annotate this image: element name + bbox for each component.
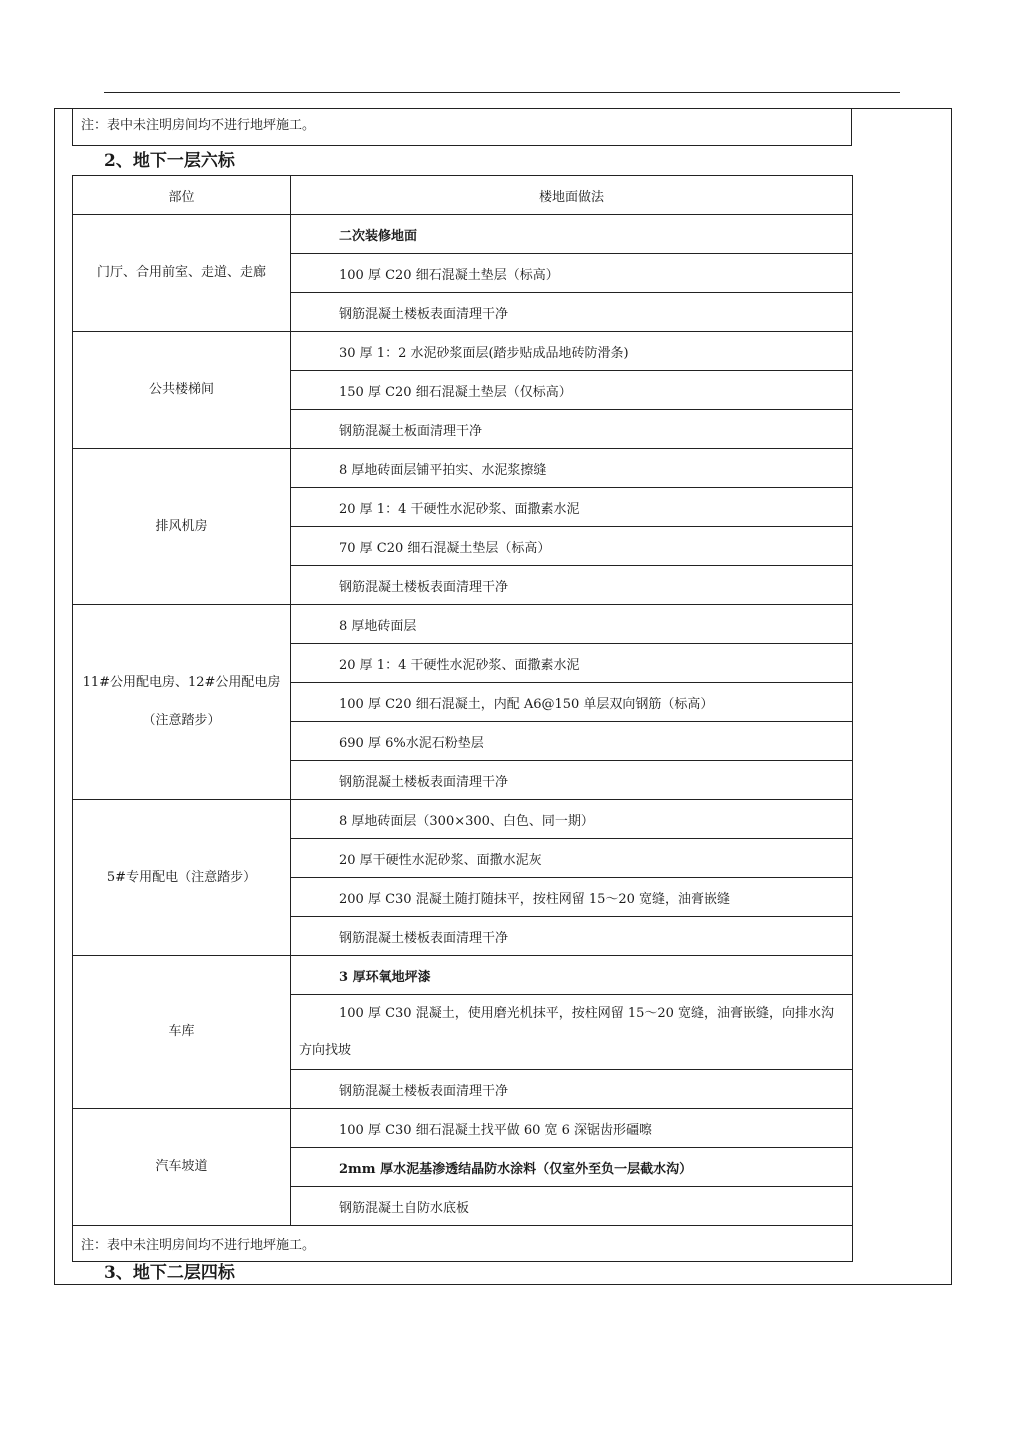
location-cell: 11#公用配电房、12#公用配电房（注意踏步） xyxy=(73,605,291,800)
table-row xyxy=(73,332,853,371)
method-cell: 8 厚地砖面层 xyxy=(291,605,853,644)
method-cell: 8 厚地砖面层（300×300、白色、同一期） xyxy=(291,800,853,839)
method-cell: 钢筋混凝土楼板表面清理干净 xyxy=(291,761,853,800)
method-cell: 20 厚干硬性水泥砂浆、面撒水泥灰 xyxy=(291,839,853,878)
floor-spec-table xyxy=(72,175,853,1262)
location-cell: 5#专用配电（注意踏步） xyxy=(73,800,291,956)
header-rule xyxy=(104,92,900,93)
bottom-note: 注：表中未注明房间均不进行地坪施工。 xyxy=(73,1226,853,1262)
table-row xyxy=(73,956,853,995)
method-cell: 200 厚 C30 混凝土随打随抹平，按柱网留 15～20 宽缝，油膏嵌缝 xyxy=(291,878,853,917)
table-header-row xyxy=(73,176,853,215)
table-row xyxy=(73,215,853,254)
method-cell: 二次装修地面 xyxy=(291,215,853,254)
table-row xyxy=(73,1109,853,1148)
table-note-row xyxy=(73,1226,853,1262)
location-cell: 车库 xyxy=(73,956,291,1109)
top-note: 注：表中未注明房间均不进行地坪施工。 xyxy=(72,108,852,146)
method-cell: 100 厚 C20 细石混凝土，内配 A6@150 单层双向钢筋（标高） xyxy=(291,683,853,722)
method-cell: 钢筋混凝土楼板表面清理干净 xyxy=(291,293,853,332)
location-cell: 排风机房 xyxy=(73,449,291,605)
method-cell: 30 厚 1：2 水泥砂浆面层(踏步贴成品地砖防滑条) xyxy=(291,332,853,371)
method-cell: 3 厚环氧地坪漆 xyxy=(291,956,853,995)
method-cell: 20 厚 1：4 干硬性水泥砂浆、面撒素水泥 xyxy=(291,644,853,683)
method-cell: 2mm 厚水泥基渗透结晶防水涂料（仅室外至负一层截水沟） xyxy=(291,1148,853,1187)
method-cell: 钢筋混凝土板面清理干净 xyxy=(291,410,853,449)
column-header-location: 部位 xyxy=(73,176,291,215)
method-cell: 100 厚 C20 细石混凝土垫层（标高） xyxy=(291,254,853,293)
table-row xyxy=(73,449,853,488)
table-row xyxy=(73,605,853,644)
method-cell: 100 厚 C30 混凝土，使用磨光机抹平，按柱网留 15～20 宽缝，油膏嵌缝，向排水沟方向找坡 xyxy=(291,995,853,1070)
method-cell: 150 厚 C20 细石混凝土垫层（仅标高） xyxy=(291,371,853,410)
location-cell: 门厅、合用前室、走道、走廊 xyxy=(73,215,291,332)
method-cell: 钢筋混凝土楼板表面清理干净 xyxy=(291,1070,853,1109)
section-title-b1: 2、地下一层六标 xyxy=(104,151,235,171)
method-cell: 钢筋混凝土楼板表面清理干净 xyxy=(291,917,853,956)
method-cell: 70 厚 C20 细石混凝土垫层（标高） xyxy=(291,527,853,566)
location-cell: 公共楼梯间 xyxy=(73,332,291,449)
method-cell: 8 厚地砖面层铺平拍实、水泥浆擦缝 xyxy=(291,449,853,488)
method-cell: 钢筋混凝土自防水底板 xyxy=(291,1187,853,1226)
method-cell: 690 厚 6%水泥石粉垫层 xyxy=(291,722,853,761)
table-row xyxy=(73,800,853,839)
column-header-method: 楼地面做法 xyxy=(291,176,853,215)
location-cell: 汽车坡道 xyxy=(73,1109,291,1226)
section-title-b2: 3、地下二层四标 xyxy=(104,1263,235,1283)
method-cell: 钢筋混凝土楼板表面清理干净 xyxy=(291,566,853,605)
method-cell: 100 厚 C30 细石混凝土找平做 60 宽 6 深锯齿形礓嚓 xyxy=(291,1109,853,1148)
method-cell: 20 厚 1：4 干硬性水泥砂浆、面撒素水泥 xyxy=(291,488,853,527)
